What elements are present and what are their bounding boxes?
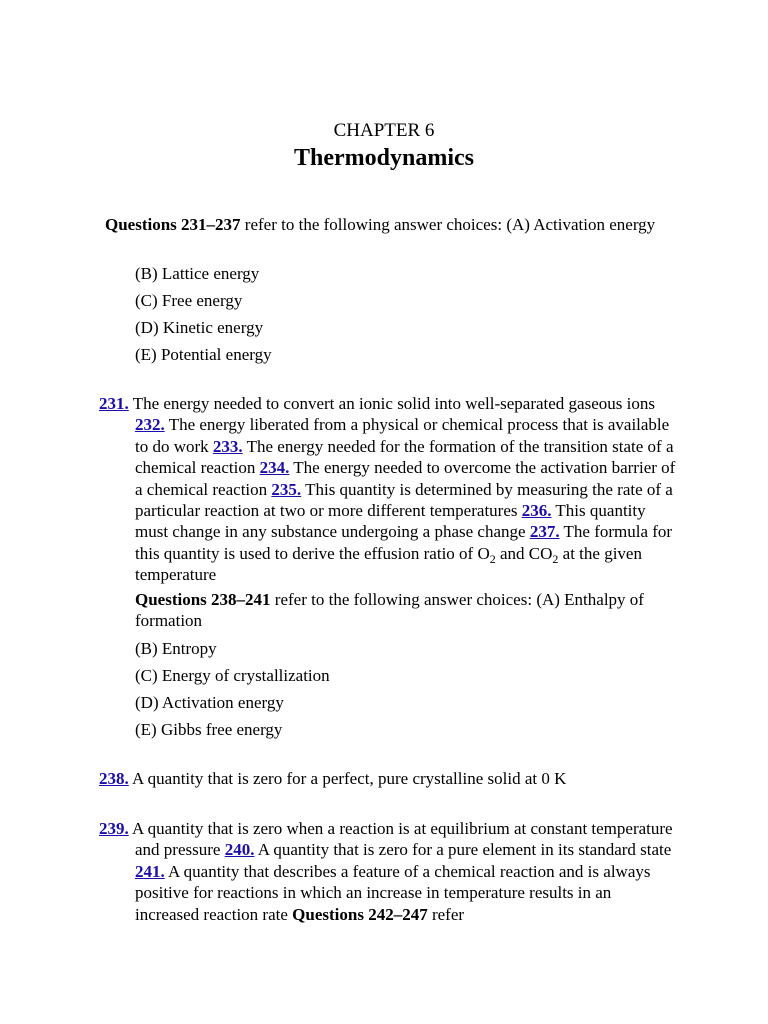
answer-choice-b: (B) Lattice energy <box>135 264 260 283</box>
answer-choice-c: (C) Free energy <box>135 291 243 310</box>
question-link-232[interactable]: 232. <box>135 415 165 435</box>
question-link-239[interactable]: 239. <box>99 819 129 838</box>
answer-choice-d-2: (D) Activation energy <box>135 693 284 712</box>
answer-choice-e-2: (E) Gibbs free energy <box>135 720 283 739</box>
question-range-242-247: Questions 242–247 <box>292 904 428 924</box>
answer-choice-e: (E) Potential energy <box>135 345 272 364</box>
question-text-233: The energy needed for the formation of the transition state of a chemical reaction <box>135 436 674 478</box>
question-text-236: This quantity must change in any substance undergoing a phase change <box>135 501 646 542</box>
question-text-241: A quantity that describes a feature of a chemical reaction and is always positive for reactions in which an increase in temperature results in an increased reaction rate <box>135 861 651 924</box>
question-text-240: A quantity that is zero for a pure element in its standard state <box>254 840 672 860</box>
question-link-231[interactable]: 231. <box>99 394 129 413</box>
question-text-231: The energy needed to convert an ionic solid into well-separated gaseous ions <box>128 394 655 413</box>
intro-text-2: refer to the following answer choices: (A) Enthalpy of formation <box>135 589 644 631</box>
question-range-231-237: Questions 231–237 <box>105 215 241 234</box>
question-block-238 <box>99 768 679 789</box>
question-link-240[interactable]: 240. <box>224 840 255 860</box>
chapter-title: Thermodynamics <box>294 145 474 171</box>
question-link-233[interactable]: 233. <box>212 436 243 456</box>
answer-choice-b-2: (B) Entropy <box>135 639 217 658</box>
answer-choice-d: (D) Kinetic energy <box>135 318 264 337</box>
question-range-238-241: Questions 238–241 <box>135 589 271 609</box>
intro-text-1: refer to the following answer choices: (A) Activation energy <box>240 215 656 234</box>
intro-text-3: refer <box>427 904 465 924</box>
chapter-label: CHAPTER 6 <box>333 120 435 141</box>
question-paragraph <box>99 818 679 925</box>
question-paragraph <box>99 393 679 586</box>
question-set-intro-1 <box>105 214 680 236</box>
question-link-241[interactable]: 241. <box>135 861 165 881</box>
question-paragraph <box>99 768 679 789</box>
question-text-234: The energy needed to overcome the activation barrier of a chemical reaction <box>135 458 676 499</box>
question-link-235[interactable]: 235. <box>271 479 302 499</box>
question-block-231 <box>99 393 679 631</box>
question-text-237c: at the given temperature <box>135 543 642 585</box>
answer-choice-c-2: (C) Energy of crystallization <box>135 666 330 685</box>
question-set-intro-2 <box>99 589 679 632</box>
question-text-232: The energy liberated from a physical or chemical process that is available to do work <box>135 415 670 456</box>
question-text-238: A quantity that is zero for a perfect, pure crystalline solid at 0 K <box>128 769 567 788</box>
subscript-o2: 2 <box>489 551 496 566</box>
question-link-237[interactable]: 237. <box>529 522 560 542</box>
subscript-co2: 2 <box>552 551 559 566</box>
question-text-237b: and CO <box>495 543 553 563</box>
question-link-234[interactable]: 234. <box>259 458 290 478</box>
question-text-237a: The formula for this quantity is used to derive the effusion ratio of O <box>135 522 673 563</box>
question-text-235: This quantity is determined by measuring the rate of a particular reaction at two or more different temperatures <box>135 479 673 521</box>
question-link-238[interactable]: 238. <box>99 769 129 788</box>
question-text-239: A quantity that is zero when a reaction is at equilibrium at constant temperature and pressure <box>128 819 673 860</box>
question-block-239 <box>99 818 679 925</box>
question-link-236[interactable]: 236. <box>521 501 552 521</box>
